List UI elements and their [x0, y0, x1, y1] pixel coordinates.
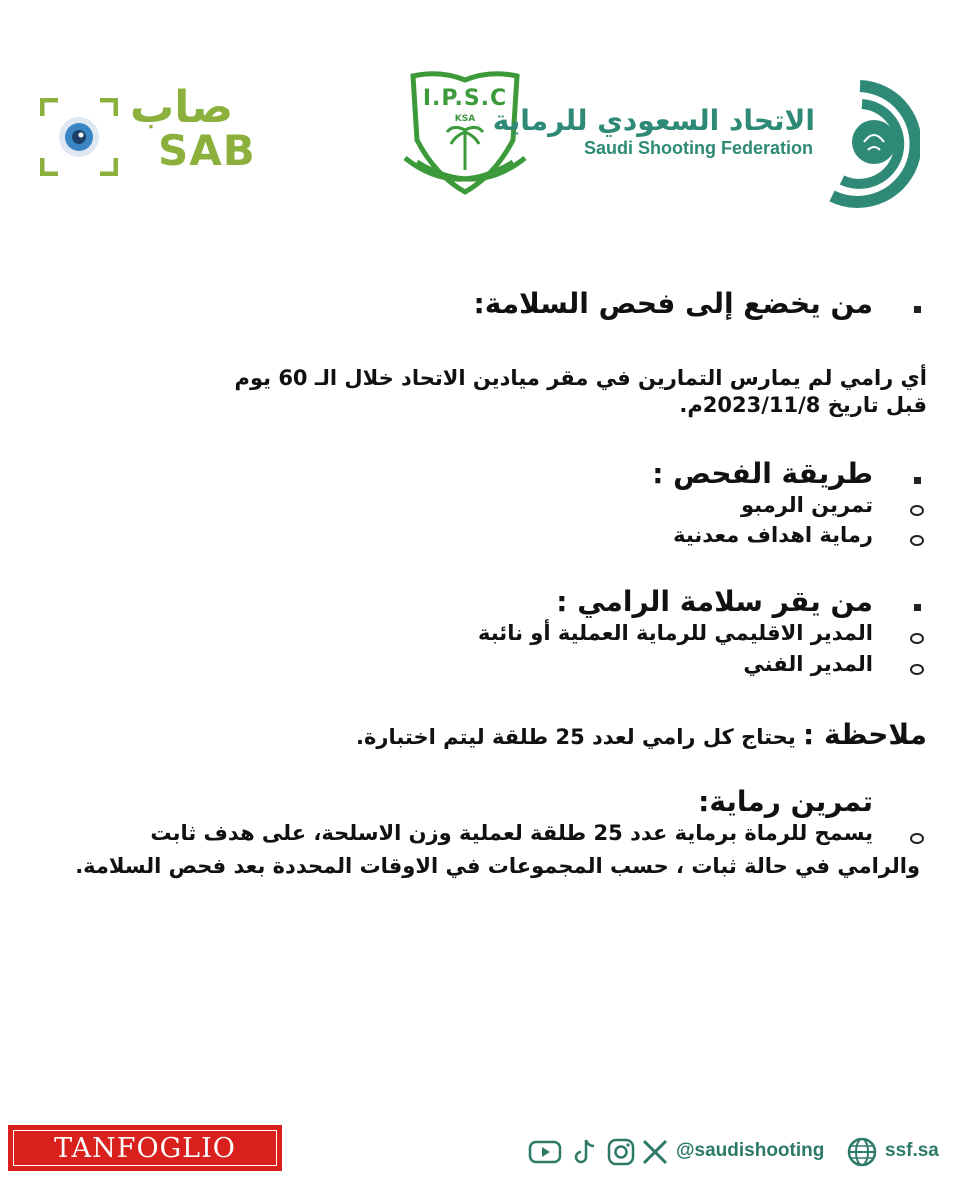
- list-item-line: يسمح للرماة برماية عدد 25 طلقة لعملية وزن الاسلحة، على هدف ثابت: [150, 821, 873, 845]
- bullet-circle-icon: [910, 833, 924, 844]
- federation-name-english: Saudi Shooting Federation: [584, 138, 813, 158]
- website-link[interactable]: ssf.sa: [885, 1140, 939, 1161]
- tanfoglio-sponsor-logo: [8, 1125, 282, 1171]
- note-text: يحتاج كل رامي لعدد 25 طلقة ليتم اختبارة.: [356, 725, 804, 749]
- bullet-circle-icon: [910, 664, 924, 675]
- bullet-circle-icon: [910, 505, 924, 516]
- bullet-square-icon: [914, 306, 921, 313]
- x-icon[interactable]: [638, 1135, 672, 1169]
- list-item: رماية اهداف معدنية: [673, 523, 873, 547]
- section-heading-shooting-practice: تمرين رماية:: [698, 785, 873, 818]
- safety-check-paragraph: [207, 365, 927, 419]
- note: [356, 718, 927, 751]
- section-heading-check-method: طريقة الفحص :: [652, 457, 873, 490]
- paragraph-line: قبل تاريخ 2023/11/8م.: [679, 393, 927, 417]
- tiktok-icon[interactable]: [568, 1135, 602, 1169]
- list-item: المدير الفني: [743, 652, 873, 676]
- sab-logo: [40, 82, 256, 177]
- bullet-circle-icon: [910, 535, 924, 546]
- saudi-shooting-federation-logo: [492, 80, 920, 210]
- sab-target-icon: [40, 98, 118, 176]
- sab-arabic-wordmark: صاب: [130, 82, 234, 133]
- list-item-line: والرامي في حالة ثبات ، حسب المجموعات في الاوقات المحددة بعد فحص السلامة.: [75, 854, 920, 878]
- paragraph-line: أي رامي لم يمارس التمارين في مقر ميادين الاتحاد خلال الـ 60 يوم: [234, 366, 927, 390]
- sponsor-name: TANFOGLIO: [13, 1130, 277, 1166]
- federation-name-arabic: الاتحاد السعودي للرماية: [492, 104, 815, 137]
- section-heading-safety-check: من يخضع إلى فحص السلامة:: [473, 287, 873, 320]
- social-icons: [528, 1135, 668, 1169]
- list-item: المدير الاقليمي للرماية العملية أو نائبة: [478, 621, 873, 645]
- instagram-icon[interactable]: [604, 1135, 638, 1169]
- social-handle[interactable]: @saudishooting: [676, 1140, 825, 1161]
- bullet-square-icon: [914, 477, 921, 484]
- ipsc-title: I.P.S.C: [422, 86, 508, 111]
- bullet-square-icon: [914, 604, 921, 611]
- globe-icon: [846, 1136, 878, 1168]
- bullet-circle-icon: [910, 633, 924, 644]
- list-item: تمرين الرمبو: [740, 493, 873, 517]
- section-heading-approver: من يقر سلامة الرامي :: [556, 585, 873, 618]
- sab-latin-wordmark: SAB: [158, 126, 256, 175]
- ipsc-ksa-label: KSA: [454, 114, 476, 124]
- youtube-icon[interactable]: [528, 1135, 562, 1169]
- note-label: ملاحظة :: [803, 718, 927, 751]
- federation-emblem-icon: [820, 80, 920, 208]
